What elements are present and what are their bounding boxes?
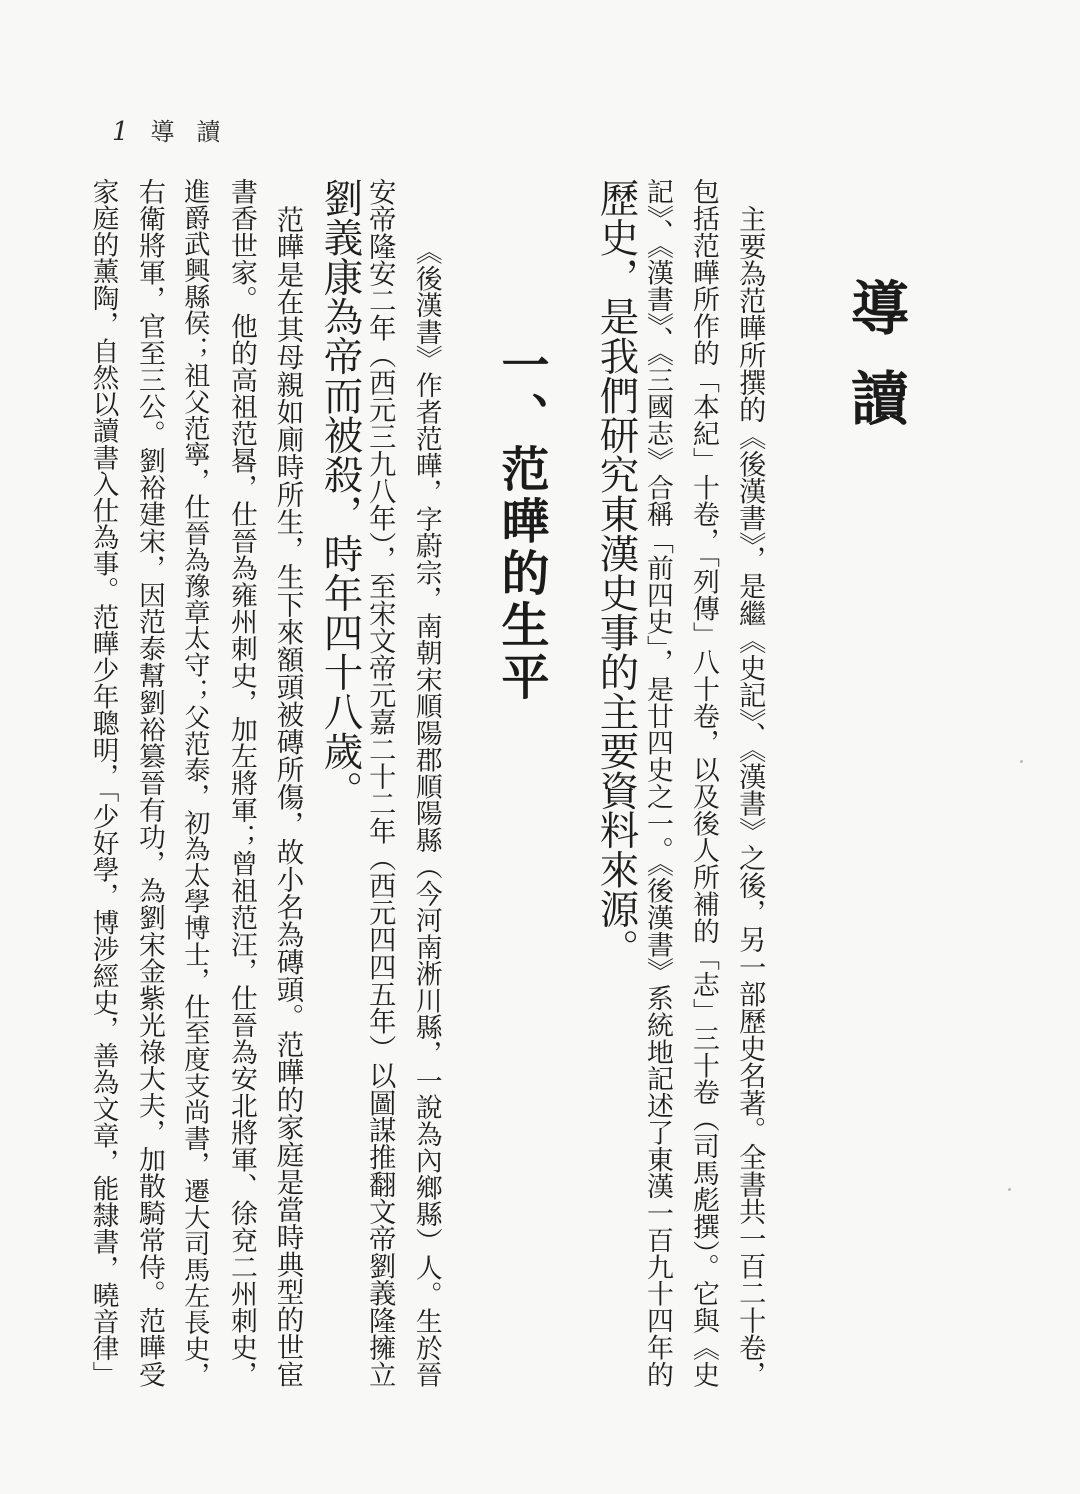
scan-speck xyxy=(1008,1188,1011,1191)
section-line: 范曄是在其母親如廁時所生，生下來額頭被磚所傷，故小名為磚頭。范曄的家庭是當時典型的世宦 xyxy=(271,178,304,1388)
scan-speck xyxy=(1020,760,1023,763)
section-line: 《後漢書》作者范曄，字蔚宗，南朝宋順陽郡順陽縣（今河南淅川縣，一說為內鄉縣）人。生於晉 xyxy=(410,238,442,1388)
intro-line: 記》、《漢書》、《三國志》合稱「前四史」，是廿四史之一。《後漢書》系統地記述了東漢一百九十四年的 xyxy=(641,178,673,1388)
page-number: 1 xyxy=(112,117,129,147)
intro-line: 歷史，是我們研究東漢史事的主要資料來源。 xyxy=(593,178,640,968)
section-heading: 一、范曄的生平 xyxy=(493,340,549,704)
intro-line: 包括范曄所作的「本紀」十卷，「列傳」八十卷，以及後人所補的「志」三十卷（司馬彪撰）。它與《史 xyxy=(687,178,719,1388)
page-title: 導讀 xyxy=(841,278,909,458)
section-line: 書香世家。他的高祖范晷，仕晉為雍州刺史，加左將軍；曾祖范汪，仕晉為安北將軍、徐兗二州刺史， xyxy=(225,178,257,1388)
section-line: 家庭的薰陶，自然以讀書入仕為事。范曄少年聰明，「少好學，博涉經史，善為文章，能隸書，曉音律」 xyxy=(87,178,119,1388)
intro-line: 主要為范曄所撰的《後漢書》，是繼《史記》、《漢書》之後，另一部歷史名著。全書共一百二十卷， xyxy=(734,178,766,1388)
section-line: 安帝隆安二年（西元三九八年），至宋文帝元嘉二十二年（西元四四五年）以圖謀推翻文帝劉義隆擁立 xyxy=(364,178,396,1388)
running-head-title: 導讀 xyxy=(150,118,243,146)
running-head xyxy=(112,112,243,147)
section-line: 進爵武興縣侯；祖父范寧，仕晉為豫章太守；父范泰，初為太學博士，仕至度支尚書，遷大司馬左長史， xyxy=(179,178,210,1388)
section-line: 劉義康為帝而被殺，時年四十八歲。 xyxy=(317,178,364,810)
section-line: 右衛將軍，官至三公。劉裕建宋，因范泰幫劉裕篡晉有功，為劉宋金紫光祿大夫，加散騎常侍。范曄受 xyxy=(133,178,165,1388)
